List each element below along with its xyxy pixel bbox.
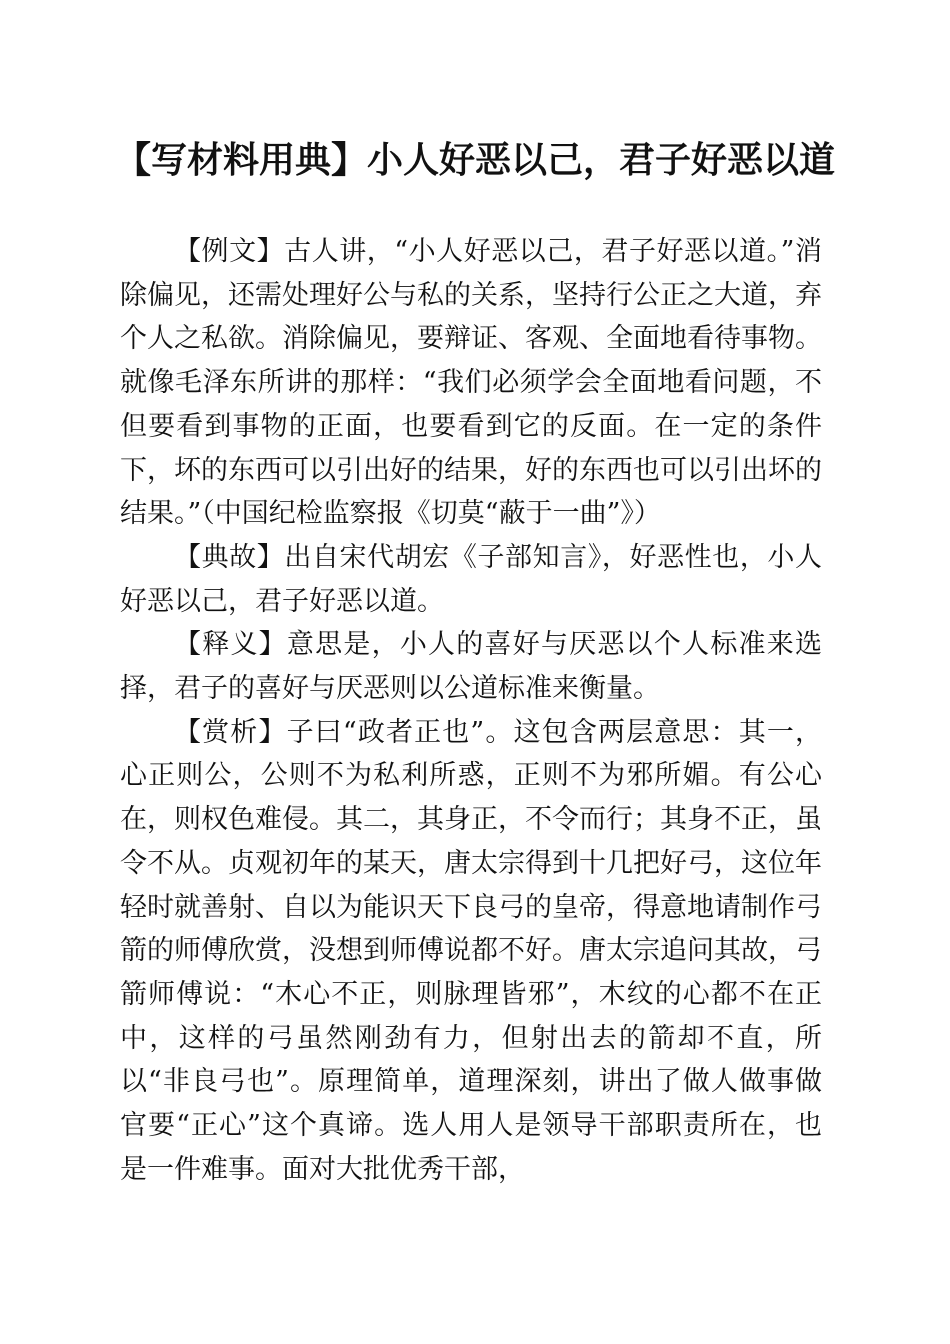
paragraph-example [120,230,822,536]
paragraph-meaning [120,623,822,710]
page-title: 【写材料用典】小人好恶以己，君子好恶以道 [114,139,835,181]
paragraph-text: 古人讲，“小人好恶以己，君子好恶以道。”消除偏见，还需处理好公与私的关系，坚持行公正之大道，弃个人之私欲。消除偏见，要辩证、客观、全面地看待事物。就像毛泽东所讲的那样：“我们必须学会全面地看问题，不但要看到事物的正面，也要看到它的反面。在一定的条件下，坏的东西可以引出好的结果，好的东西也可以引出坏的结果。”（中国纪检监察报《切莫“蔽于一曲”》） [120,236,823,530]
paragraph-text: 意思是，小人的喜好与厌恶以个人标准来选择，君子的喜好与厌恶则以公道标准来衡量。 [120,629,823,705]
document-body [120,230,822,1191]
section-tag: 【释义】 [174,629,287,661]
paragraph-text: 出自宋代胡宏《子部知言》，好恶性也，小人好恶以己，君子好恶以道。 [120,541,823,617]
paragraph-allusion [120,536,822,623]
section-tag: 【赏析】 [174,716,287,748]
section-tag: 【典故】 [174,541,285,573]
paragraph-text: 子曰“政者正也”。这包含两层意思：其一，心正则公，公则不为私利所惑，正则不为邪所媚。有公心在，则权色难侵。其二，其身正，不令而行；其身不正，虽令不从。贞观初年的某天，唐太宗得到十几把好弓，这位年轻时就善射、自以为能识天下良弓的皇帝，得意地请制作弓箭的师傅欣赏，没想到师傅说都不好。唐太宗追问其故，弓箭师傅说：“木心不正，则脉理皆邪”，木纹的心都不在正中，这样的弓虽然刚劲有力，但射出去的箭却不直，所以“非良弓也”。原理简单，道理深刻，讲出了做人做事做官要“正心”这个真谛。选人用人是领导干部职责所在，也是一件难事。面对大批优秀干部， [120,716,823,1185]
section-tag: 【例文】 [174,236,285,267]
paragraph-analysis [120,711,822,1192]
